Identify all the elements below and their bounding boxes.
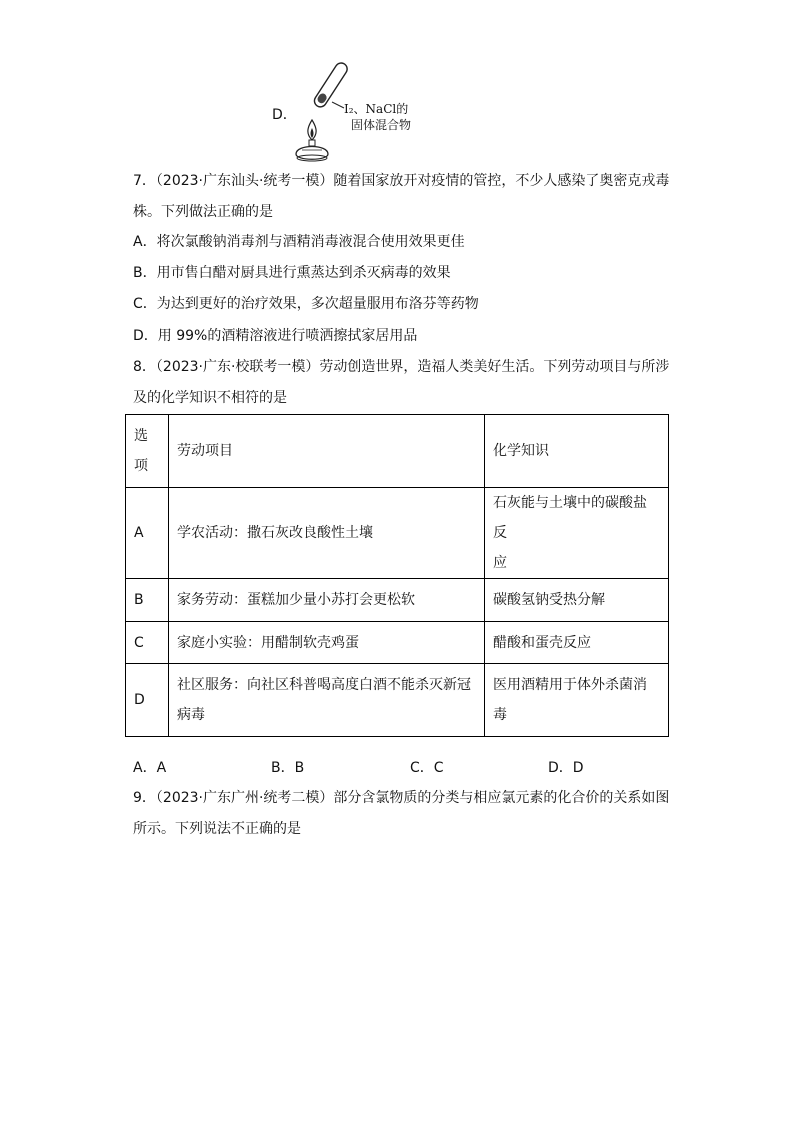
q8-answer-d: D．D <box>548 760 584 776</box>
alcohol-lamp-icon <box>296 140 328 161</box>
row-knowledge: 碳酸氢钠受热分解 <box>485 579 669 622</box>
row-project <box>169 664 485 737</box>
row-knowledge-line2: 应 <box>493 555 507 571</box>
row-option: A <box>126 488 169 579</box>
q8-answer-c: C．C <box>410 760 444 776</box>
row-project: 学农活动：撒石灰改良酸性土壤 <box>169 488 485 579</box>
row-knowledge-line1: 石灰能与土壤中的碳酸盐反 <box>493 495 647 541</box>
row-project: 家务劳动：蛋糕加少量小苏打会更松软 <box>169 579 485 622</box>
table-row <box>126 579 669 622</box>
table-row <box>126 622 669 664</box>
row-project-line2: 病毒 <box>177 707 205 723</box>
q7-option-d: D．用 99%的酒精溶液进行喷洒擦拭家居用品 <box>133 328 418 344</box>
table-row <box>126 664 669 737</box>
row-option: C <box>126 622 169 664</box>
q7-option-c: C．为达到更好的治疗效果，多次超量服用布洛芬等药物 <box>133 296 479 312</box>
row-knowledge: 医用酒精用于体外杀菌消毒 <box>485 664 669 737</box>
q9-stem-line2: 所示。下列说法不正确的是 <box>133 821 301 837</box>
header-option-line1: 选 <box>134 428 148 444</box>
table-row <box>126 488 669 579</box>
q9-stem-line1: 9．（2023·广东广州·统考二模）部分含氯物质的分类与相应氯元素的化合价的关系如图 <box>133 790 670 806</box>
table-header-row <box>126 415 669 488</box>
row-knowledge: 醋酸和蛋壳反应 <box>485 622 669 664</box>
header-option-cell <box>126 415 169 488</box>
row-project-line1: 社区服务：向社区科普喝高度白酒不能杀灭新冠 <box>177 677 471 693</box>
figure-label-line2: 固体混合物 <box>351 118 412 132</box>
q8-answer-a: A．A <box>133 760 167 776</box>
q7-stem-line2: 株。下列做法正确的是 <box>133 204 273 220</box>
row-option: B <box>126 579 169 622</box>
q7-stem-line1: 7．（2023·广东汕头·统考一模）随着国家放开对疫情的管控，不少人感染了奥密克戎毒 <box>133 173 670 189</box>
header-project-cell: 劳动项目 <box>169 415 485 488</box>
figure-option-d-label: D． <box>272 107 297 123</box>
q7-option-b: B．用市售白醋对厨具进行熏蒸达到杀灭病毒的效果 <box>133 265 451 281</box>
q8-stem-line2: 及的化学知识不相符的是 <box>133 390 287 406</box>
header-option-line2: 项 <box>134 458 148 474</box>
header-knowledge-cell: 化学知识 <box>485 415 669 488</box>
row-knowledge <box>485 488 669 579</box>
q7-option-a: A．将次氯酸钠消毒剂与酒精消毒液混合使用效果更佳 <box>133 234 465 250</box>
q8-table <box>125 414 669 737</box>
q8-answer-b: B．B <box>271 760 305 776</box>
q8-stem-line1: 8．（2023·广东·校联考一模）劳动创造世界，造福人类美好生活。下列劳动项目与所涉 <box>133 359 670 375</box>
figure-label-line1: I₂、NaCl的 <box>344 102 409 116</box>
row-project: 家庭小实验：用醋制软壳鸡蛋 <box>169 622 485 664</box>
row-option: D <box>126 664 169 737</box>
